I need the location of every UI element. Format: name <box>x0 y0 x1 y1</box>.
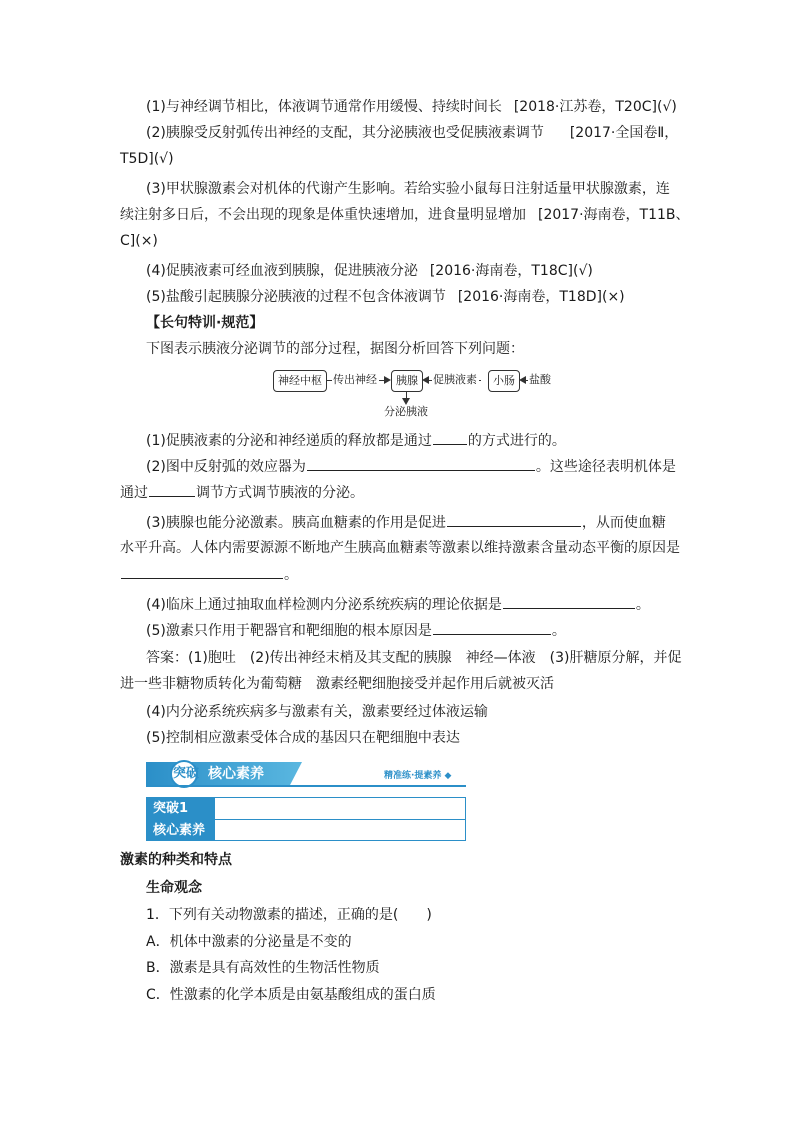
q4-text-b: 。 <box>635 597 650 613</box>
table-row-label: 突破1 <box>147 798 215 819</box>
question-4 <box>146 594 650 615</box>
diagram-intro: 下图表示胰液分泌调节的部分过程，据图分析回答下列问题： <box>146 341 524 357</box>
label-secretin: 促胰液素 <box>433 373 477 386</box>
answer-blank[interactable] <box>447 512 581 527</box>
q5-text-a: (5)激素只作用于靶器官和靶细胞的根本原因是 <box>146 623 432 639</box>
question-3 <box>146 512 666 533</box>
item-2-cont: T5D](√) <box>120 151 174 167</box>
arrow-down-icon <box>402 398 410 405</box>
q2-text-d: 调节方式调节胰液的分泌。 <box>196 485 364 501</box>
item-2 <box>146 123 678 143</box>
item-3-line2 <box>120 205 690 225</box>
item-3-source: [2017·海南卷，T11B、 <box>538 207 690 223</box>
mcq-option-a: A．机体中激素的分泌量是不变的 <box>146 934 352 950</box>
item-2-text: (2)胰腺受反射弧传出神经的支配，其分泌胰液也受促胰液素调节 <box>146 125 544 141</box>
q2-text-c: 通过 <box>120 485 148 501</box>
item-3: (3)甲状腺激素会对机体的代谢产生影响。若给实验小鼠每日注射适量甲状腺激素，连 <box>146 181 670 197</box>
label-efferent: 传出神经 <box>333 373 377 386</box>
table-row-label: 核心素养 <box>147 820 215 841</box>
arrow-line-4 <box>479 380 481 381</box>
banner-tagline: 精准练·提素养 ◆ <box>384 771 452 781</box>
mcq-stem: 1．下列有关动物激素的描述，正确的是( ) <box>146 907 432 923</box>
item-5-text: (5)盐酸引起胰腺分泌胰液的过程不包含体液调节 <box>146 289 446 305</box>
q3-text-a: (3)胰腺也能分泌激素。胰高血糖素的作用是促进 <box>146 515 446 531</box>
q5-text-b: 。 <box>551 623 566 639</box>
question-3-cont2 <box>120 564 298 585</box>
banner-title: 核心素养 <box>208 766 264 782</box>
answer-1: 答案：(1)胞吐 (2)传出神经末梢及其支配的胰腺 神经—体液 (3)肝糖原分解，并促 <box>146 650 682 666</box>
question-2-cont <box>120 482 364 503</box>
q1-text-a: (1)促胰液素的分泌和神经递质的释放都是通过 <box>146 433 432 449</box>
item-1 <box>146 97 677 117</box>
answer-1-cont: 进一些非糖物质转化为葡萄糖 激素经靶细胞接受并起作用后就被灭活 <box>120 676 554 692</box>
table-row <box>147 798 465 819</box>
item-5-source: [2016·海南卷，T18D](×) <box>457 289 625 305</box>
item-4 <box>146 261 593 281</box>
item-5 <box>146 287 625 307</box>
answer-blank[interactable] <box>149 482 195 497</box>
question-2 <box>146 456 676 477</box>
arrow-line-1 <box>326 380 332 381</box>
item-4-source: [2016·海南卷，T18C](√) <box>429 263 593 279</box>
answer-blank[interactable] <box>307 456 535 471</box>
q1-text-b: 的方式进行的。 <box>467 433 566 449</box>
answer-blank[interactable] <box>503 594 635 609</box>
item-2-source: [2017·全国卷Ⅱ， <box>569 125 679 141</box>
answer-5: (5)控制相应激素受体合成的基因只在靶细胞中表达 <box>146 730 460 746</box>
answer-blank[interactable] <box>121 564 283 579</box>
subtopic-heading: 生命观念 <box>146 880 202 896</box>
q4-text-a: (4)临床上通过抽取血样检测内分泌系统疾病的理论依据是 <box>146 597 502 613</box>
q3-text-d: 。 <box>284 567 298 583</box>
item-3-text2: 续注射多日后，不会出现的现象是体重快速增加，进食量明显增加 <box>120 207 526 223</box>
answer-4: (4)内分泌系统疾病多与激素有关，激素要经过体液运输 <box>146 704 488 720</box>
item-4-text: (4)促胰液素可经血液到胰腺，促进胰液分泌 <box>146 263 418 279</box>
item-1-text: (1)与神经调节相比，体液调节通常作用缓慢、持续时间长 <box>146 99 502 115</box>
banner-rule <box>146 785 466 787</box>
arrow-line-5 <box>525 380 528 381</box>
section-table <box>146 797 466 841</box>
q2-text-b: 。这些途径表明机体是 <box>535 459 676 475</box>
q2-text-a: (2)图中反射弧的效应器为 <box>146 459 306 475</box>
item-3-cont: C](×) <box>120 233 158 249</box>
arrow-line-3 <box>428 380 432 381</box>
arrow-right-icon <box>384 376 391 384</box>
question-1 <box>146 430 566 451</box>
label-acid: 盐酸 <box>529 373 551 386</box>
box-nerve-center: 神经中枢 <box>273 370 327 392</box>
item-1-source: [2018·江苏卷，T20C](√) <box>513 99 677 115</box>
topic-heading: 激素的种类和特点 <box>120 852 232 868</box>
table-row <box>147 820 465 841</box>
mcq-option-c: C．性激素的化学本质是由氨基酸组成的蛋白质 <box>146 987 436 1003</box>
question-5 <box>146 620 566 641</box>
question-3-cont: 水平升高。人体内需要源源不断地产生胰高血糖素等激素以维持激素含量动态平衡的原因是 <box>120 540 680 556</box>
answer-blank[interactable] <box>433 430 467 445</box>
box-pancreas: 胰腺 <box>391 370 423 392</box>
banner-breakthrough: 突破 <box>173 766 200 781</box>
label-juice: 分泌胰液 <box>384 405 428 418</box>
q3-text-b: ，从而使血糖 <box>581 515 666 531</box>
core-literacy-banner <box>146 762 302 786</box>
section-title: 【长句特训·规范】 <box>146 315 264 331</box>
box-intestine: 小肠 <box>488 370 520 392</box>
mcq-option-b: B．激素是具有高效性的生物活性物质 <box>146 960 380 976</box>
answer-blank[interactable] <box>433 620 551 635</box>
